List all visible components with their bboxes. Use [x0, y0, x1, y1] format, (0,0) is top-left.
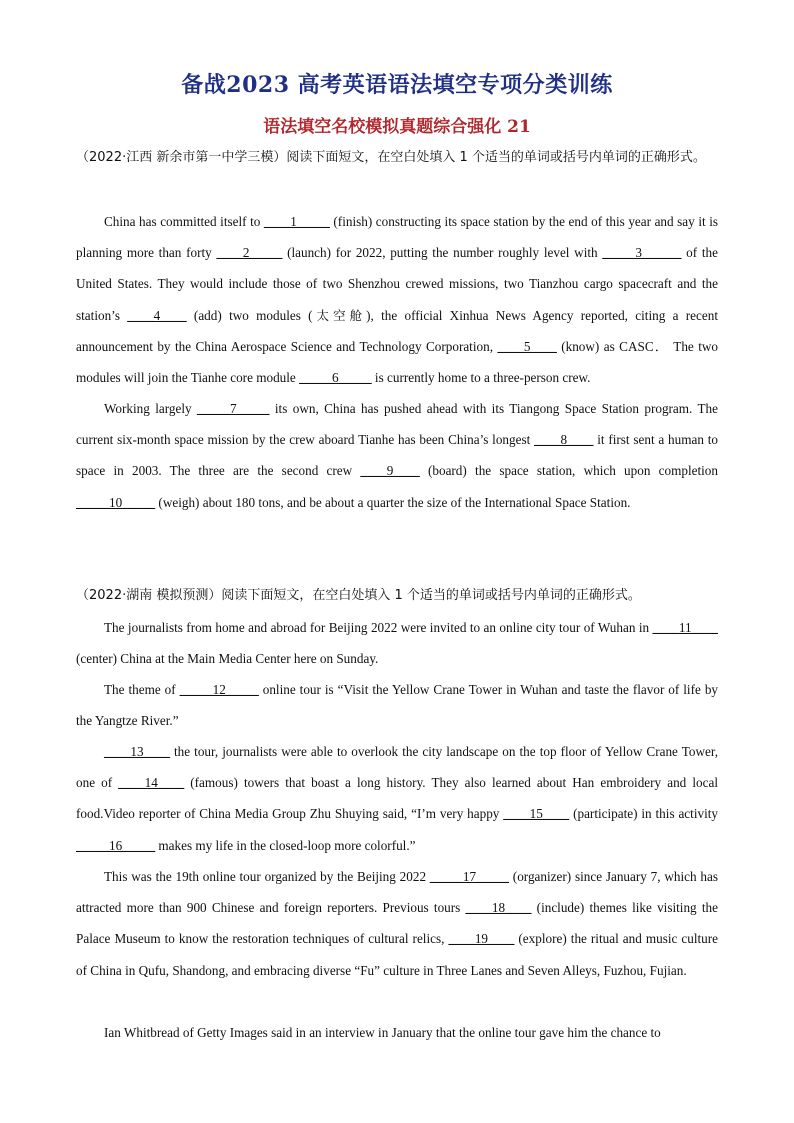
section2-instructions: （2022·湖南 模拟预测）阅读下面短文，在空白处填入 1 个适当的单词或括号内单词的正确形式。 [76, 588, 641, 603]
section1-instructions: （2022·江西 新余市第一中学三模）阅读下面短文，在空白处填入 1 个适当的单词或括号内单词的正确形式。 [76, 150, 706, 165]
text: it first sent a human to space in 2003. The three are the second crew [76, 432, 718, 479]
blank-2: ____2_____ [216, 245, 283, 261]
text: China has committed itself to [104, 214, 264, 229]
text: the tour, journalists were able to overlook the city landscape on the top floor of Yellow Crane Tower, one of [76, 744, 718, 791]
text: (participate) in this activity [569, 806, 718, 822]
text: Working largely [104, 401, 197, 416]
chinese-gloss: 太空舱 [312, 307, 367, 323]
text: (organizer) since January 7, which has attracted more than 900 Chinese and foreign reporters. Previous tours [76, 869, 718, 916]
blank-6: _____6_____ [299, 370, 372, 386]
page-title: 备战2023 高考英语语法填空专项分类训练 [181, 72, 613, 98]
passage2-paragraph1 [76, 612, 718, 674]
passage1-paragraph1 [76, 206, 718, 393]
text: (know) as CASC． The two modules will join the Tianhe core module [76, 338, 718, 386]
text: Ian Whitbread of Getty Images said in an interview in January that the online tour gave him the chance to [104, 1025, 661, 1040]
text: is currently home to a three-person crew. [371, 370, 591, 386]
blank-11: ____11____ [652, 620, 718, 635]
text: makes my life in the closed-loop more colorful.” [155, 837, 416, 853]
text: (launch) for 2022, putting the number roughly level with [282, 245, 603, 261]
blank-5: ____5____ [497, 338, 557, 354]
passage1-paragraph2 [76, 393, 718, 518]
passage2-paragraph3 [76, 736, 718, 861]
text: (famous) towers that boast a long history. They also learned about Han embroidery and local food.Video reporter of China Media Group Zhu Shuying said, “I’m very happy [76, 775, 719, 822]
blank-15: ____15____ [503, 806, 570, 822]
text: This was the 19th online tour organized by the Beijing 2022 [104, 869, 430, 884]
blank-9: ____9____ [360, 463, 420, 479]
blank-8: ____8____ [534, 432, 594, 448]
blank-4: ____4____ [127, 307, 187, 323]
text: (add) two modules ( [186, 307, 313, 323]
blank-7: _____7_____ [196, 401, 270, 416]
text: The theme of [104, 682, 180, 697]
blank-1: ____1_____ [263, 214, 330, 229]
text: (weigh) about 180 tons, and be about a quarter the size of the International Space Station. [155, 494, 631, 510]
blank-14: ____14____ [118, 775, 185, 791]
passage2-paragraph4 [76, 861, 718, 986]
blank-17: _____17_____ [429, 869, 509, 884]
passage2-paragraph5 [76, 1017, 718, 1048]
text: The journalists from home and abroad for Beijing 2022 were invited to an online city tour of Wuhan in [104, 620, 653, 635]
text: (explore) the ritual and music culture of China in Qufu, Shandong, and embracing diverse “Fu” culture in Three Lanes and Seven Alleys, Fuzhou, Fujian. [76, 931, 718, 978]
text: of the United States. They would include those of two Shenzhou crewed missions, two Tianzhou cargo spacecraft and the station’s [76, 245, 718, 323]
passage2-paragraph2 [76, 674, 718, 736]
text: its own, China has pushed ahead with its Tiangong Space Station program. The current six-month space mission by the crew aboard Tianhe has been China’s longest [76, 401, 718, 448]
blank-13: ____13____ [104, 744, 170, 759]
blank-12: _____12_____ [179, 682, 259, 697]
text: ), the official Xinhua News Agency reported, citing a recent announcement by the China Aerospace Science and Technology Corporation, [76, 307, 718, 354]
blank-3: _____3______ [602, 245, 682, 261]
blank-16: _____16_____ [76, 837, 156, 853]
page-subtitle: 语法填空名校模拟真题综合强化 21 [263, 117, 531, 137]
blank-19: ____19____ [448, 931, 515, 947]
text: (finish) constructing its space station by the end of this year and say it is planning more than forty [76, 214, 718, 261]
text: (board) the space station, which upon completion [419, 463, 718, 479]
blank-10: _____10_____ [76, 494, 156, 510]
text: (center) China at the Main Media Center here on Sunday. [76, 651, 379, 667]
blank-18: ____18____ [465, 900, 532, 916]
text: (include) themes like visiting the Palace Museum to know the restoration techniques of cultural relics, [76, 900, 718, 947]
text: online tour is “Visit the Yellow Crane Tower in Wuhan and taste the flavor of life by the Yangtze River.” [76, 682, 718, 729]
